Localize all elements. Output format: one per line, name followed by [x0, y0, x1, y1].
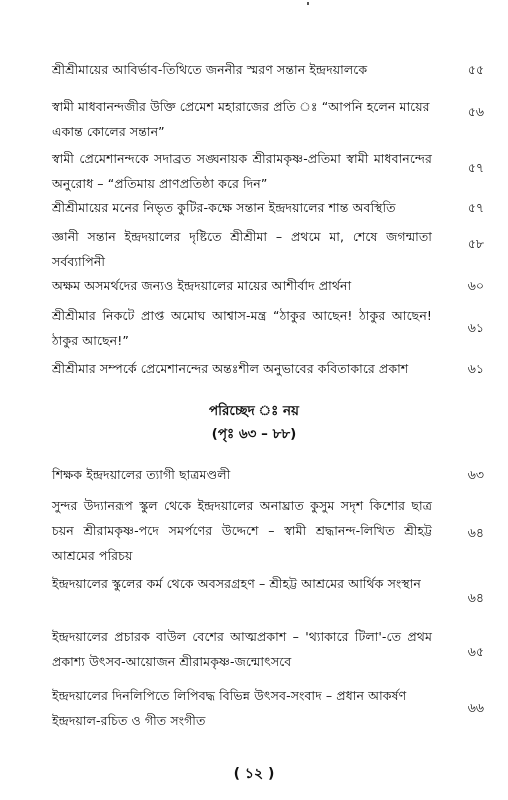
- toc-page-number: ৬০: [467, 278, 484, 293]
- toc-entry: শ্রীশ্রীমায়ের মনের নিভৃত কুটির-কক্ষে সন্তান ইন্দ্রদয়ালের শান্ত অবস্থিতি: [52, 200, 396, 215]
- toc-page-number: ৫৭: [467, 160, 484, 175]
- toc-entry: শ্রীশ্রীমার সম্পর্কে প্রেমেশানন্দের অন্তঃশীল অনুভাবের কবিতাকারে প্রকাশ: [52, 361, 409, 376]
- toc-page-number: ৫৫: [467, 62, 484, 77]
- toc-entry: শ্রীশ্রীমার নিকটে প্রাপ্ত অমোঘ আশ্বাস-মন্ত্র “ঠাকুর আছেন! ঠাকুর আছেন! ঠাকুর আছেন!”: [52, 308, 432, 348]
- toc-page-number: ৫৮: [467, 236, 484, 251]
- toc-entry: শিক্ষক ইন্দ্রদয়ালের ত্যাগী ছাত্রমণ্ডলী: [52, 467, 231, 482]
- toc-entry: অক্ষম অসমর্থদের জন্যও ইন্দ্রদয়ালের মায়ের আশীর্বাদ প্রার্থনা: [52, 278, 352, 293]
- toc-entry: ইন্দ্রদয়ালের স্কুলের কর্ম থেকে অবসরগ্রহণ – শ্রীহট্ট আশ্রমের আর্থিক সংস্থান: [52, 576, 421, 591]
- scan-speck: [307, 2, 309, 5]
- toc-page-number: ৬৩: [467, 467, 484, 482]
- toc-page-number: ৬৬: [467, 700, 484, 715]
- chapter-title: পরিচ্ছেদ ঃ নয়: [208, 403, 300, 419]
- chapter-page-range: (পৃঃ ৬৩ – ৮৮): [211, 426, 297, 442]
- footer-page-number: ( ১২ ): [233, 766, 275, 782]
- toc-page-number: ৬৪: [467, 590, 484, 605]
- toc-entry: স্বামী মাধবানন্দজীর উক্তি প্রেমেশ মহারাজের প্রতি ঃ “আপনি হলেন মায়ের একান্ত কোলের সন্তান”: [52, 99, 430, 139]
- toc-entry: ইন্দ্রদয়ালের দিনলিপিতে লিপিবদ্ধ বিভিন্ন উৎসব-সংবাদ – প্রধান আকর্ষণ ইন্দ্রদয়াল-রচিত ও গীত সংগীত: [52, 688, 407, 728]
- toc-page-number: ৫৬: [467, 104, 484, 119]
- toc-entry: সুন্দর উদ্যানরূপ স্কুল থেকে ইন্দ্রদয়ালের অনাঘ্রাত কুসুম সদৃশ কিশোর ছাত্র চয়ন শ্রীরামকৃষ্ণ-পদে সমর্পণের উদ্দেশে – স্বামী শ্রদ্ধানন্দ-লিখিত শ্রীহট্ট আশ্রমের পরিচয়: [52, 498, 432, 563]
- toc-page-number: ৬১: [467, 361, 484, 376]
- toc-entry: স্বামী প্রেমেশানন্দকে সদাব্রত সঙ্ঘনায়ক শ্রীরামকৃষ্ণ-প্রতিমা স্বামী মাধবানন্দের অনুরোধ – “প্রতিমায় প্রাণপ্রতিষ্ঠা করে দিন”: [52, 151, 432, 191]
- toc-entry: জ্ঞানী সন্তান ইন্দ্রদয়ালের দৃষ্টিতে শ্রীশ্রীমা – প্রথমে মা, শেষে জগন্মাতা সর্বব্যাপিনী: [52, 229, 432, 269]
- toc-page-number: ৫৭: [467, 200, 484, 215]
- toc-entry: ইন্দ্রদয়ালের প্রচারক বাউল বেশের আত্মপ্রকাশ – 'থ্যাকারে টিলা'-তে প্রথম প্রকাশ্য উৎসব-আয়োজন শ্রীরামকৃষ্ণ-জন্মোৎসবে: [52, 629, 432, 669]
- toc-page-number: ৬৫: [467, 644, 484, 659]
- toc-entry: শ্রীশ্রীমায়ের আবির্ভাব-তিথিতে জননীর স্মরণ সন্তান ইন্দ্রদয়ালকে: [52, 62, 368, 77]
- toc-page-number: ৬৪: [467, 525, 484, 540]
- toc-page-number: ৬১: [467, 320, 484, 335]
